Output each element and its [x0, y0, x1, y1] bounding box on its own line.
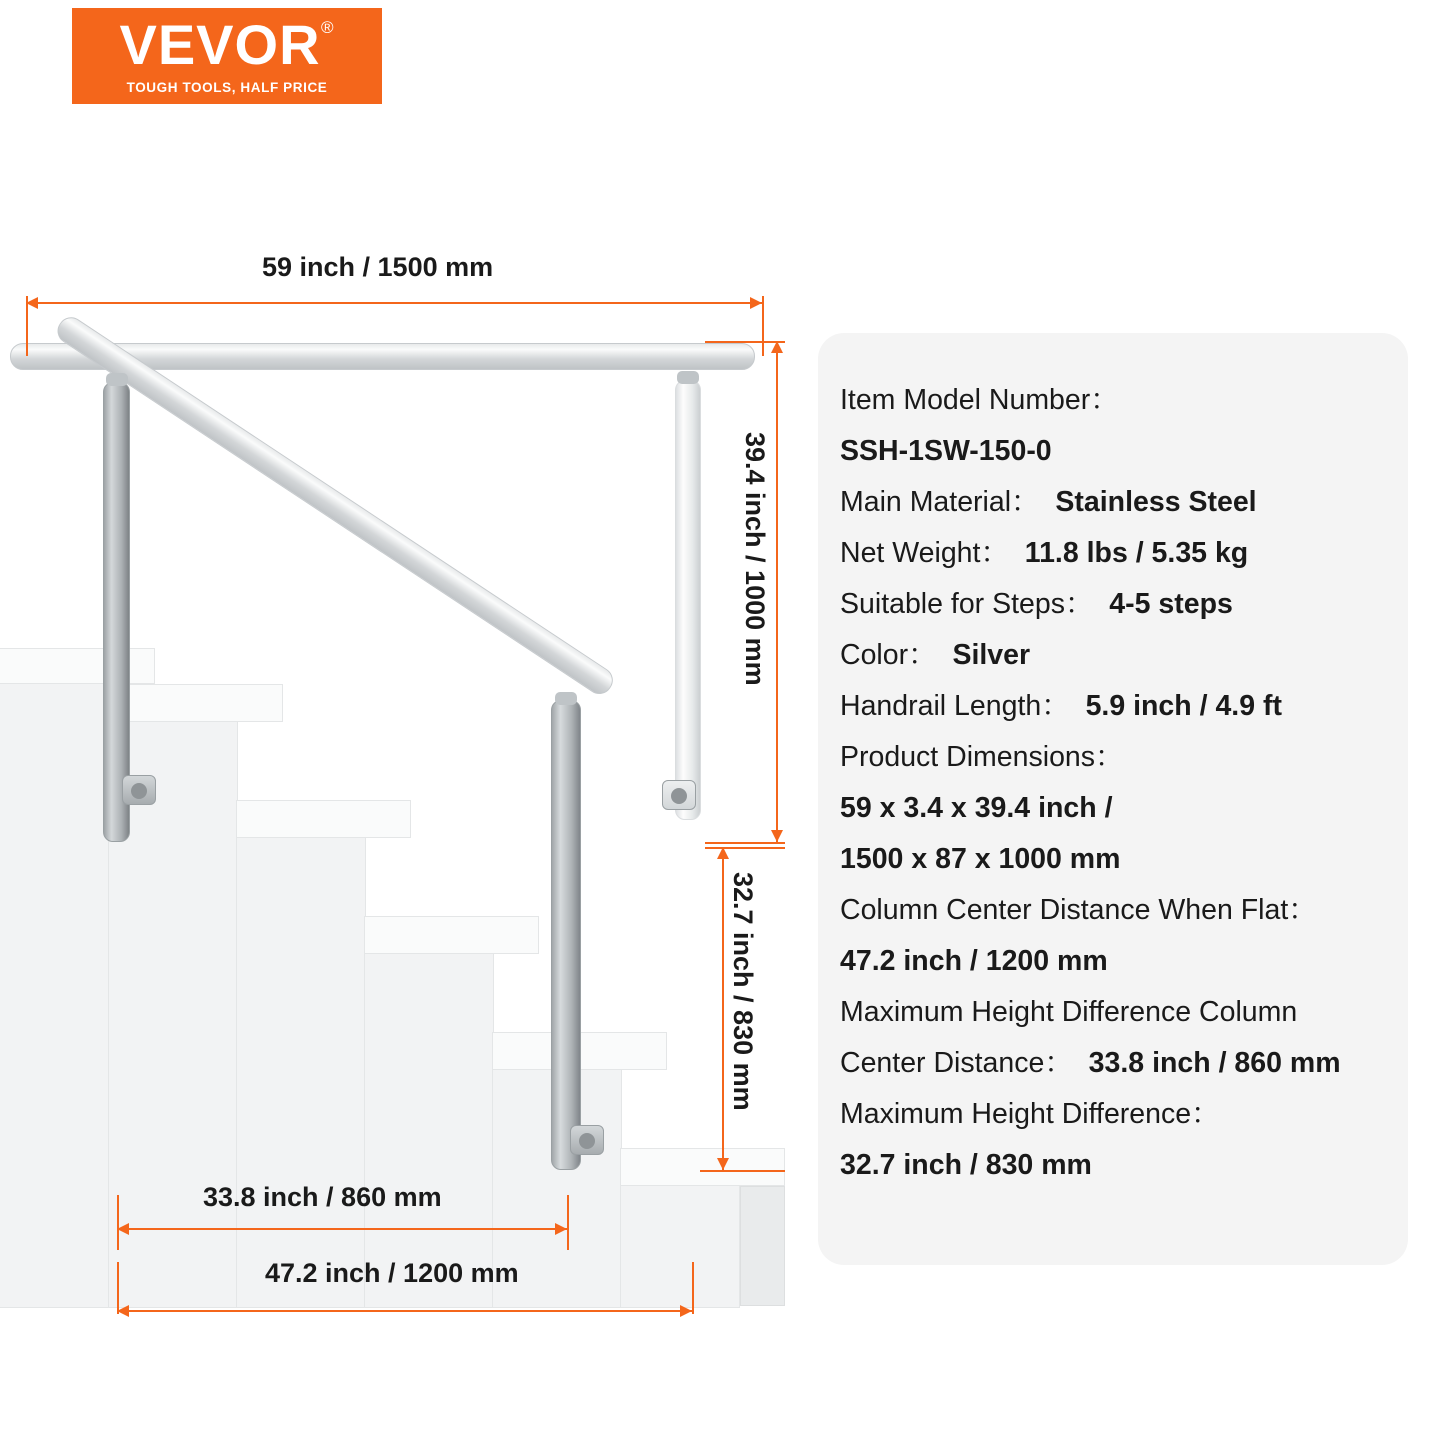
spec-row	[840, 1140, 1388, 1191]
post-middle	[551, 700, 581, 1170]
dim-tick	[705, 842, 785, 844]
specification-panel	[818, 333, 1408, 1265]
dim-line-top-width	[26, 302, 762, 304]
dim-arrow	[717, 847, 729, 859]
spec-row	[840, 783, 1388, 834]
dim-label-bottom-outer: 47.2 inch / 1200 mm	[265, 1258, 519, 1288]
dim-line-right-height	[776, 341, 778, 842]
spec-value: 47.2 inch / 1200 mm	[840, 945, 1108, 977]
mounting-bracket	[662, 780, 696, 810]
dim-line-bottom-outer	[117, 1310, 692, 1312]
spec-row	[840, 885, 1388, 936]
dim-tick	[762, 296, 764, 356]
stair-tread	[0, 648, 155, 684]
post-cap-icon	[677, 371, 699, 384]
stair-riser	[740, 1186, 785, 1306]
spec-row	[840, 987, 1388, 1038]
spec-row	[840, 681, 1388, 732]
spec-row	[840, 477, 1388, 528]
dim-arrow	[117, 1305, 129, 1317]
dim-arrow	[680, 1305, 692, 1317]
stair-tread	[236, 800, 411, 838]
spec-row	[840, 936, 1388, 987]
mounting-bracket	[570, 1125, 604, 1155]
stair-block	[364, 916, 494, 1308]
spec-label: Product Dimensions：	[840, 741, 1124, 773]
dim-line-right-height-lower	[722, 847, 724, 1170]
spec-label: Net Weight：	[840, 537, 1009, 569]
spec-label: Handrail Length：	[840, 690, 1070, 722]
dim-label-right-height: 39.4 inch / 1000 mm	[740, 432, 770, 686]
spec-row	[840, 732, 1388, 783]
spec-label: Color：	[840, 639, 937, 671]
spec-row	[840, 630, 1388, 681]
spec-label: Suitable for Steps：	[840, 588, 1094, 620]
stair-block	[236, 800, 366, 1308]
logo-tagline: TOUGH TOOLS, HALF PRICE	[126, 80, 328, 95]
dim-tick	[692, 1262, 694, 1314]
spec-value: Silver	[936, 639, 1031, 671]
mounting-bracket	[122, 775, 156, 805]
dim-arrow	[117, 1223, 129, 1235]
dim-label-right-height-lower: 32.7 inch / 830 mm	[728, 872, 758, 1111]
post-left	[103, 382, 130, 842]
post-cap-icon	[555, 692, 577, 705]
spec-value: 5.9 inch / 4.9 ft	[1069, 690, 1282, 722]
spec-row	[840, 375, 1388, 426]
spec-row	[840, 1038, 1388, 1089]
dim-tick	[700, 1170, 785, 1172]
spec-row	[840, 426, 1388, 477]
spec-row	[840, 1089, 1388, 1140]
spec-value: Stainless Steel	[1039, 486, 1257, 518]
stair-tread	[108, 684, 283, 722]
dim-arrow	[555, 1223, 567, 1235]
dim-label-bottom-inner: 33.8 inch / 860 mm	[203, 1182, 442, 1212]
spec-row	[840, 579, 1388, 630]
dim-tick	[567, 1195, 569, 1250]
spec-value: 32.7 inch / 830 mm	[840, 1149, 1092, 1181]
logo-text: VEVOR	[119, 13, 321, 76]
spec-value: 59 x 3.4 x 39.4 inch /	[840, 792, 1113, 824]
spec-label: Maximum Height Difference：	[840, 1098, 1220, 1130]
stair-block	[0, 648, 110, 1308]
dim-arrow	[26, 297, 38, 309]
spec-value: 1500 x 87 x 1000 mm	[840, 843, 1121, 875]
spec-label: Main Material：	[840, 486, 1040, 518]
spec-row	[840, 834, 1388, 885]
spec-label: Column Center Distance When Flat：	[840, 894, 1317, 926]
dim-arrow	[717, 1158, 729, 1170]
spec-value: 11.8 lbs / 5.35 kg	[1008, 537, 1249, 569]
stair-tread	[620, 1148, 785, 1186]
post-cap-icon	[106, 373, 128, 386]
spec-value: SSH-1SW-150-0	[840, 435, 1052, 467]
dim-arrow	[771, 341, 783, 353]
registered-trademark-icon: ®	[321, 18, 335, 37]
spec-value: 33.8 inch / 860 mm	[1072, 1047, 1341, 1079]
dim-label-top-width: 59 inch / 1500 mm	[262, 252, 494, 282]
dim-arrow	[771, 830, 783, 842]
spec-value: 4-5 steps	[1093, 588, 1233, 620]
stair-tread	[364, 916, 539, 954]
spec-label: Maximum Height Difference Column	[840, 996, 1298, 1028]
dim-arrow	[750, 297, 762, 309]
post-right	[675, 380, 701, 820]
spec-label: Center Distance：	[840, 1047, 1073, 1079]
spec-row	[840, 528, 1388, 579]
dim-line-bottom-inner	[117, 1228, 567, 1230]
spec-label: Item Model Number：	[840, 384, 1119, 416]
